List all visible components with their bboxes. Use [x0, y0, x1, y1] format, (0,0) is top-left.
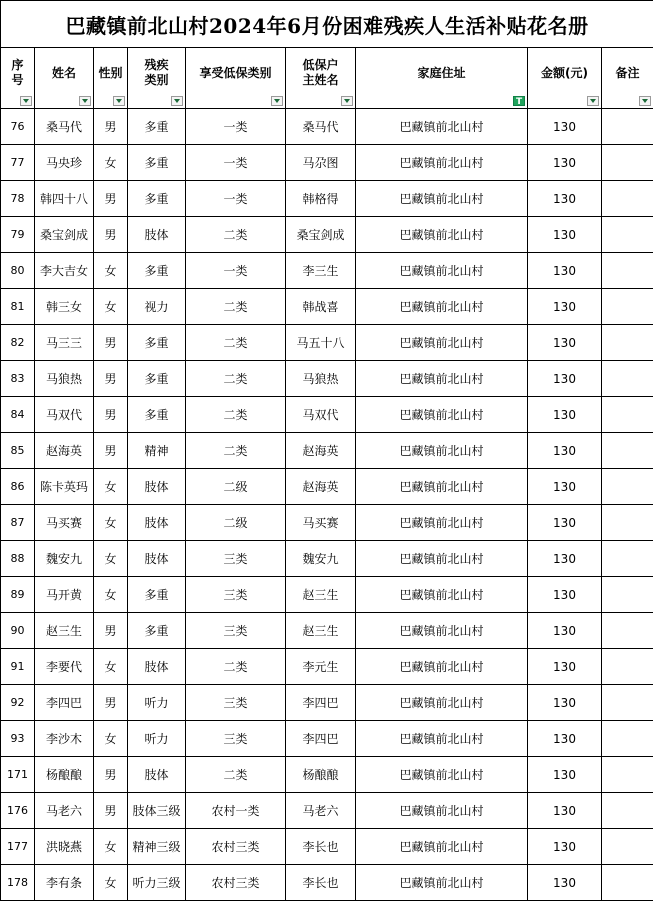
cell-amount[interactable]: 130	[528, 577, 602, 613]
table-row	[1, 649, 653, 685]
cell-address[interactable]: 巴藏镇前北山村	[356, 289, 528, 325]
header-label: 金额(元)	[541, 65, 588, 80]
cell-household-head[interactable]: 桑宝剑成	[286, 217, 356, 253]
cell-serial[interactable]: 80	[1, 253, 35, 289]
cell-household-head[interactable]: 赵海英	[286, 433, 356, 469]
cell-gender[interactable]: 女	[94, 649, 128, 685]
cell-amount[interactable]: 130	[528, 541, 602, 577]
cell-amount[interactable]: 130	[528, 145, 602, 181]
cell-remarks[interactable]	[602, 505, 653, 541]
cell-address[interactable]: 巴藏镇前北山村	[356, 541, 528, 577]
cell-subsidy-category[interactable]: 农村一类	[186, 793, 286, 829]
cell-gender[interactable]: 女	[94, 253, 128, 289]
cell-household-head[interactable]: 韩格得	[286, 181, 356, 217]
cell-name[interactable]: 陈卡英玛	[35, 469, 94, 505]
cell-amount[interactable]: 130	[528, 469, 602, 505]
cell-address[interactable]: 巴藏镇前北山村	[356, 361, 528, 397]
cell-disability-type[interactable]: 听力	[128, 721, 186, 757]
cell-gender[interactable]: 男	[94, 397, 128, 433]
cell-remarks[interactable]	[602, 145, 653, 181]
cell-remarks[interactable]	[602, 757, 653, 793]
cell-amount[interactable]: 130	[528, 721, 602, 757]
header-label: 性别	[98, 65, 123, 80]
cell-gender[interactable]: 男	[94, 361, 128, 397]
table-row	[1, 505, 653, 541]
cell-remarks[interactable]	[602, 793, 653, 829]
cell-gender[interactable]: 男	[94, 181, 128, 217]
table-row	[1, 289, 653, 325]
cell-subsidy-category[interactable]: 二类	[186, 397, 286, 433]
table-row	[1, 469, 653, 505]
cell-serial[interactable]: 93	[1, 721, 35, 757]
header-label: 备注	[615, 65, 640, 80]
cell-subsidy-category[interactable]: 三类	[186, 613, 286, 649]
cell-name[interactable]: 马狼热	[35, 361, 94, 397]
cell-gender[interactable]: 女	[94, 505, 128, 541]
cell-serial[interactable]: 81	[1, 289, 35, 325]
cell-disability-type[interactable]: 多重	[128, 613, 186, 649]
cell-amount[interactable]: 130	[528, 361, 602, 397]
header-name	[35, 48, 94, 109]
cell-address[interactable]: 巴藏镇前北山村	[356, 325, 528, 361]
cell-serial[interactable]: 78	[1, 181, 35, 217]
filter-dropdown-icon[interactable]	[587, 96, 599, 106]
cell-disability-type[interactable]: 多重	[128, 253, 186, 289]
cell-address[interactable]: 巴藏镇前北山村	[356, 649, 528, 685]
cell-address[interactable]: 巴藏镇前北山村	[356, 865, 528, 901]
table-body	[1, 109, 653, 901]
cell-subsidy-category[interactable]: 农村三类	[186, 865, 286, 901]
cell-serial[interactable]: 176	[1, 793, 35, 829]
cell-subsidy-category[interactable]: 三类	[186, 541, 286, 577]
cell-name[interactable]: 李四巴	[35, 685, 94, 721]
table-row	[1, 397, 653, 433]
cell-address[interactable]: 巴藏镇前北山村	[356, 145, 528, 181]
table-row	[1, 253, 653, 289]
cell-disability-type[interactable]: 肢体	[128, 541, 186, 577]
table-row	[1, 613, 653, 649]
cell-subsidy-category[interactable]: 一类	[186, 109, 286, 145]
cell-address[interactable]: 巴藏镇前北山村	[356, 397, 528, 433]
header-label: 姓名	[51, 65, 76, 80]
cell-amount[interactable]: 130	[528, 109, 602, 145]
cell-remarks[interactable]	[602, 649, 653, 685]
cell-name[interactable]: 赵海英	[35, 433, 94, 469]
cell-amount[interactable]: 130	[528, 433, 602, 469]
header-gender	[94, 48, 128, 109]
cell-amount[interactable]: 130	[528, 181, 602, 217]
cell-subsidy-category[interactable]: 一类	[186, 181, 286, 217]
sheet-title: 巴藏镇前北山村2024年6月份困难残疾人生活补贴花名册	[1, 1, 653, 48]
cell-address[interactable]: 巴藏镇前北山村	[356, 793, 528, 829]
cell-amount[interactable]: 130	[528, 829, 602, 865]
cell-name[interactable]: 韩四十八	[35, 181, 94, 217]
table-row	[1, 577, 653, 613]
table-row	[1, 109, 653, 145]
cell-household-head[interactable]: 李长也	[286, 829, 356, 865]
filter-dropdown-icon[interactable]	[639, 96, 651, 106]
cell-address[interactable]: 巴藏镇前北山村	[356, 109, 528, 145]
cell-subsidy-category[interactable]: 二级	[186, 505, 286, 541]
header-label: 残疾 类别	[144, 58, 169, 87]
cell-remarks[interactable]	[602, 253, 653, 289]
cell-name[interactable]: 马老六	[35, 793, 94, 829]
header-amount	[528, 48, 602, 109]
cell-subsidy-category[interactable]: 二类	[186, 217, 286, 253]
cell-disability-type[interactable]: 肢体	[128, 757, 186, 793]
table-row	[1, 217, 653, 253]
cell-subsidy-category[interactable]: 二类	[186, 325, 286, 361]
cell-remarks[interactable]	[602, 109, 653, 145]
cell-remarks[interactable]	[602, 613, 653, 649]
cell-address[interactable]: 巴藏镇前北山村	[356, 217, 528, 253]
cell-serial[interactable]: 79	[1, 217, 35, 253]
cell-disability-type[interactable]: 多重	[128, 145, 186, 181]
cell-disability-type[interactable]: 视力	[128, 289, 186, 325]
cell-amount[interactable]: 130	[528, 505, 602, 541]
cell-amount[interactable]: 130	[528, 397, 602, 433]
cell-disability-type[interactable]: 听力	[128, 685, 186, 721]
cell-address[interactable]: 巴藏镇前北山村	[356, 757, 528, 793]
cell-household-head[interactable]: 魏安九	[286, 541, 356, 577]
cell-household-head[interactable]: 李四巴	[286, 685, 356, 721]
cell-gender[interactable]: 男	[94, 325, 128, 361]
cell-subsidy-category[interactable]: 三类	[186, 721, 286, 757]
cell-remarks[interactable]	[602, 685, 653, 721]
cell-remarks[interactable]	[602, 181, 653, 217]
table-row	[1, 757, 653, 793]
cell-household-head[interactable]: 马五十八	[286, 325, 356, 361]
cell-disability-type[interactable]: 肢体	[128, 505, 186, 541]
cell-household-head[interactable]: 马买赛	[286, 505, 356, 541]
cell-gender[interactable]: 男	[94, 613, 128, 649]
cell-name[interactable]: 马开黄	[35, 577, 94, 613]
cell-serial[interactable]: 89	[1, 577, 35, 613]
cell-serial[interactable]: 91	[1, 649, 35, 685]
cell-gender[interactable]: 男	[94, 433, 128, 469]
cell-address[interactable]: 巴藏镇前北山村	[356, 505, 528, 541]
cell-gender[interactable]: 女	[94, 289, 128, 325]
cell-name[interactable]: 马双代	[35, 397, 94, 433]
cell-serial[interactable]: 85	[1, 433, 35, 469]
header-label: 低保户 主姓名	[302, 58, 339, 87]
cell-gender[interactable]: 女	[94, 721, 128, 757]
cell-household-head[interactable]: 李长也	[286, 865, 356, 901]
cell-serial[interactable]: 88	[1, 541, 35, 577]
header-remarks	[602, 48, 653, 109]
cell-serial[interactable]: 76	[1, 109, 35, 145]
cell-household-head[interactable]: 李元生	[286, 649, 356, 685]
header-address	[356, 48, 528, 109]
cell-amount[interactable]: 130	[528, 217, 602, 253]
cell-household-head[interactable]: 韩战喜	[286, 289, 356, 325]
filter-dropdown-icon[interactable]	[113, 96, 125, 106]
cell-name[interactable]: 李有条	[35, 865, 94, 901]
table-row	[1, 433, 653, 469]
cell-household-head[interactable]: 杨酿酿	[286, 757, 356, 793]
cell-address[interactable]: 巴藏镇前北山村	[356, 253, 528, 289]
cell-remarks[interactable]	[602, 433, 653, 469]
cell-remarks[interactable]	[602, 361, 653, 397]
cell-disability-type[interactable]: 精神三级	[128, 829, 186, 865]
cell-serial[interactable]: 178	[1, 865, 35, 901]
cell-disability-type[interactable]: 听力三级	[128, 865, 186, 901]
cell-remarks[interactable]	[602, 469, 653, 505]
cell-disability-type[interactable]: 肢体	[128, 649, 186, 685]
cell-serial[interactable]: 171	[1, 757, 35, 793]
cell-address[interactable]: 巴藏镇前北山村	[356, 433, 528, 469]
table-row	[1, 721, 653, 757]
cell-household-head[interactable]: 马双代	[286, 397, 356, 433]
header-row	[1, 48, 653, 109]
cell-gender[interactable]: 男	[94, 793, 128, 829]
cell-gender[interactable]: 男	[94, 685, 128, 721]
cell-amount[interactable]: 130	[528, 685, 602, 721]
cell-address[interactable]: 巴藏镇前北山村	[356, 613, 528, 649]
cell-amount[interactable]: 130	[528, 793, 602, 829]
cell-remarks[interactable]	[602, 325, 653, 361]
cell-disability-type[interactable]: 肢体	[128, 469, 186, 505]
cell-address[interactable]: 巴藏镇前北山村	[356, 577, 528, 613]
cell-household-head[interactable]: 赵海英	[286, 469, 356, 505]
cell-name[interactable]: 桑马代	[35, 109, 94, 145]
cell-amount[interactable]: 130	[528, 253, 602, 289]
cell-subsidy-category[interactable]: 农村三类	[186, 829, 286, 865]
header-label: 享受低保类别	[199, 65, 272, 80]
table-row	[1, 793, 653, 829]
cell-household-head[interactable]: 李三生	[286, 253, 356, 289]
filter-dropdown-icon[interactable]	[171, 96, 183, 106]
cell-subsidy-category[interactable]: 三类	[186, 577, 286, 613]
cell-name[interactable]: 马买赛	[35, 505, 94, 541]
cell-gender[interactable]: 男	[94, 217, 128, 253]
cell-subsidy-category[interactable]: 二类	[186, 433, 286, 469]
table-row	[1, 145, 653, 181]
cell-address[interactable]: 巴藏镇前北山村	[356, 685, 528, 721]
cell-subsidy-category[interactable]: 二类	[186, 361, 286, 397]
cell-disability-type[interactable]: 多重	[128, 397, 186, 433]
cell-name[interactable]: 桑宝剑成	[35, 217, 94, 253]
cell-serial[interactable]: 84	[1, 397, 35, 433]
cell-amount[interactable]: 130	[528, 649, 602, 685]
cell-remarks[interactable]	[602, 829, 653, 865]
cell-name[interactable]: 李要代	[35, 649, 94, 685]
cell-address[interactable]: 巴藏镇前北山村	[356, 181, 528, 217]
cell-address[interactable]: 巴藏镇前北山村	[356, 721, 528, 757]
cell-gender[interactable]: 男	[94, 109, 128, 145]
table-row	[1, 181, 653, 217]
table-row	[1, 865, 653, 901]
cell-remarks[interactable]	[602, 217, 653, 253]
cell-gender[interactable]: 女	[94, 829, 128, 865]
filter-dropdown-icon[interactable]	[341, 96, 353, 106]
table-row	[1, 325, 653, 361]
cell-household-head[interactable]: 桑马代	[286, 109, 356, 145]
cell-disability-type[interactable]: 多重	[128, 181, 186, 217]
cell-amount[interactable]: 130	[528, 325, 602, 361]
cell-gender[interactable]: 女	[94, 865, 128, 901]
cell-remarks[interactable]	[602, 577, 653, 613]
cell-gender[interactable]: 女	[94, 577, 128, 613]
cell-household-head[interactable]: 赵三生	[286, 577, 356, 613]
cell-remarks[interactable]	[602, 289, 653, 325]
cell-subsidy-category[interactable]: 二类	[186, 289, 286, 325]
cell-gender[interactable]: 女	[94, 469, 128, 505]
cell-household-head[interactable]: 马狼热	[286, 361, 356, 397]
cell-serial[interactable]: 177	[1, 829, 35, 865]
cell-remarks[interactable]	[602, 721, 653, 757]
cell-name[interactable]: 洪晓燕	[35, 829, 94, 865]
cell-name[interactable]: 赵三生	[35, 613, 94, 649]
cell-disability-type[interactable]: 多重	[128, 361, 186, 397]
cell-amount[interactable]: 130	[528, 613, 602, 649]
cell-subsidy-category[interactable]: 二类	[186, 757, 286, 793]
cell-household-head[interactable]: 李四巴	[286, 721, 356, 757]
cell-disability-type[interactable]: 精神	[128, 433, 186, 469]
table-row	[1, 541, 653, 577]
cell-disability-type[interactable]: 多重	[128, 109, 186, 145]
cell-subsidy-category[interactable]: 一类	[186, 253, 286, 289]
cell-name[interactable]: 李大吉女	[35, 253, 94, 289]
active-filter-icon[interactable]	[513, 96, 525, 106]
cell-gender[interactable]: 女	[94, 145, 128, 181]
header-household-head	[286, 48, 356, 109]
cell-disability-type[interactable]: 肢体三级	[128, 793, 186, 829]
cell-serial[interactable]: 77	[1, 145, 35, 181]
cell-name[interactable]: 李沙木	[35, 721, 94, 757]
header-serial	[1, 48, 35, 109]
cell-household-head[interactable]: 马尕图	[286, 145, 356, 181]
cell-serial[interactable]: 82	[1, 325, 35, 361]
cell-address[interactable]: 巴藏镇前北山村	[356, 469, 528, 505]
cell-remarks[interactable]	[602, 541, 653, 577]
cell-name[interactable]: 韩三女	[35, 289, 94, 325]
filter-dropdown-icon[interactable]	[271, 96, 283, 106]
filter-dropdown-icon[interactable]	[20, 96, 32, 106]
cell-subsidy-category[interactable]: 三类	[186, 685, 286, 721]
header-label: 序 号	[11, 58, 24, 87]
cell-subsidy-category[interactable]: 一类	[186, 145, 286, 181]
table-row	[1, 361, 653, 397]
table-row	[1, 685, 653, 721]
filter-dropdown-icon[interactable]	[79, 96, 91, 106]
header-label: 家庭住址	[417, 65, 466, 80]
cell-disability-type[interactable]: 多重	[128, 325, 186, 361]
cell-address[interactable]: 巴藏镇前北山村	[356, 829, 528, 865]
cell-serial[interactable]: 83	[1, 361, 35, 397]
cell-amount[interactable]: 130	[528, 757, 602, 793]
cell-subsidy-category[interactable]: 二级	[186, 469, 286, 505]
cell-remarks[interactable]	[602, 397, 653, 433]
cell-amount[interactable]: 130	[528, 865, 602, 901]
cell-serial[interactable]: 90	[1, 613, 35, 649]
cell-name[interactable]: 杨酿酿	[35, 757, 94, 793]
cell-amount[interactable]: 130	[528, 289, 602, 325]
cell-name[interactable]: 魏安九	[35, 541, 94, 577]
cell-household-head[interactable]: 马老六	[286, 793, 356, 829]
cell-serial[interactable]: 86	[1, 469, 35, 505]
header-subsidy-category	[186, 48, 286, 109]
cell-name[interactable]: 马三三	[35, 325, 94, 361]
cell-subsidy-category[interactable]: 二类	[186, 649, 286, 685]
cell-disability-type[interactable]: 肢体	[128, 217, 186, 253]
cell-serial[interactable]: 87	[1, 505, 35, 541]
cell-disability-type[interactable]: 多重	[128, 577, 186, 613]
cell-gender[interactable]: 女	[94, 541, 128, 577]
cell-serial[interactable]: 92	[1, 685, 35, 721]
cell-name[interactable]: 马央珍	[35, 145, 94, 181]
table-row	[1, 829, 653, 865]
cell-household-head[interactable]: 赵三生	[286, 613, 356, 649]
cell-gender[interactable]: 男	[94, 757, 128, 793]
cell-remarks[interactable]	[602, 865, 653, 901]
header-disability-type	[128, 48, 186, 109]
